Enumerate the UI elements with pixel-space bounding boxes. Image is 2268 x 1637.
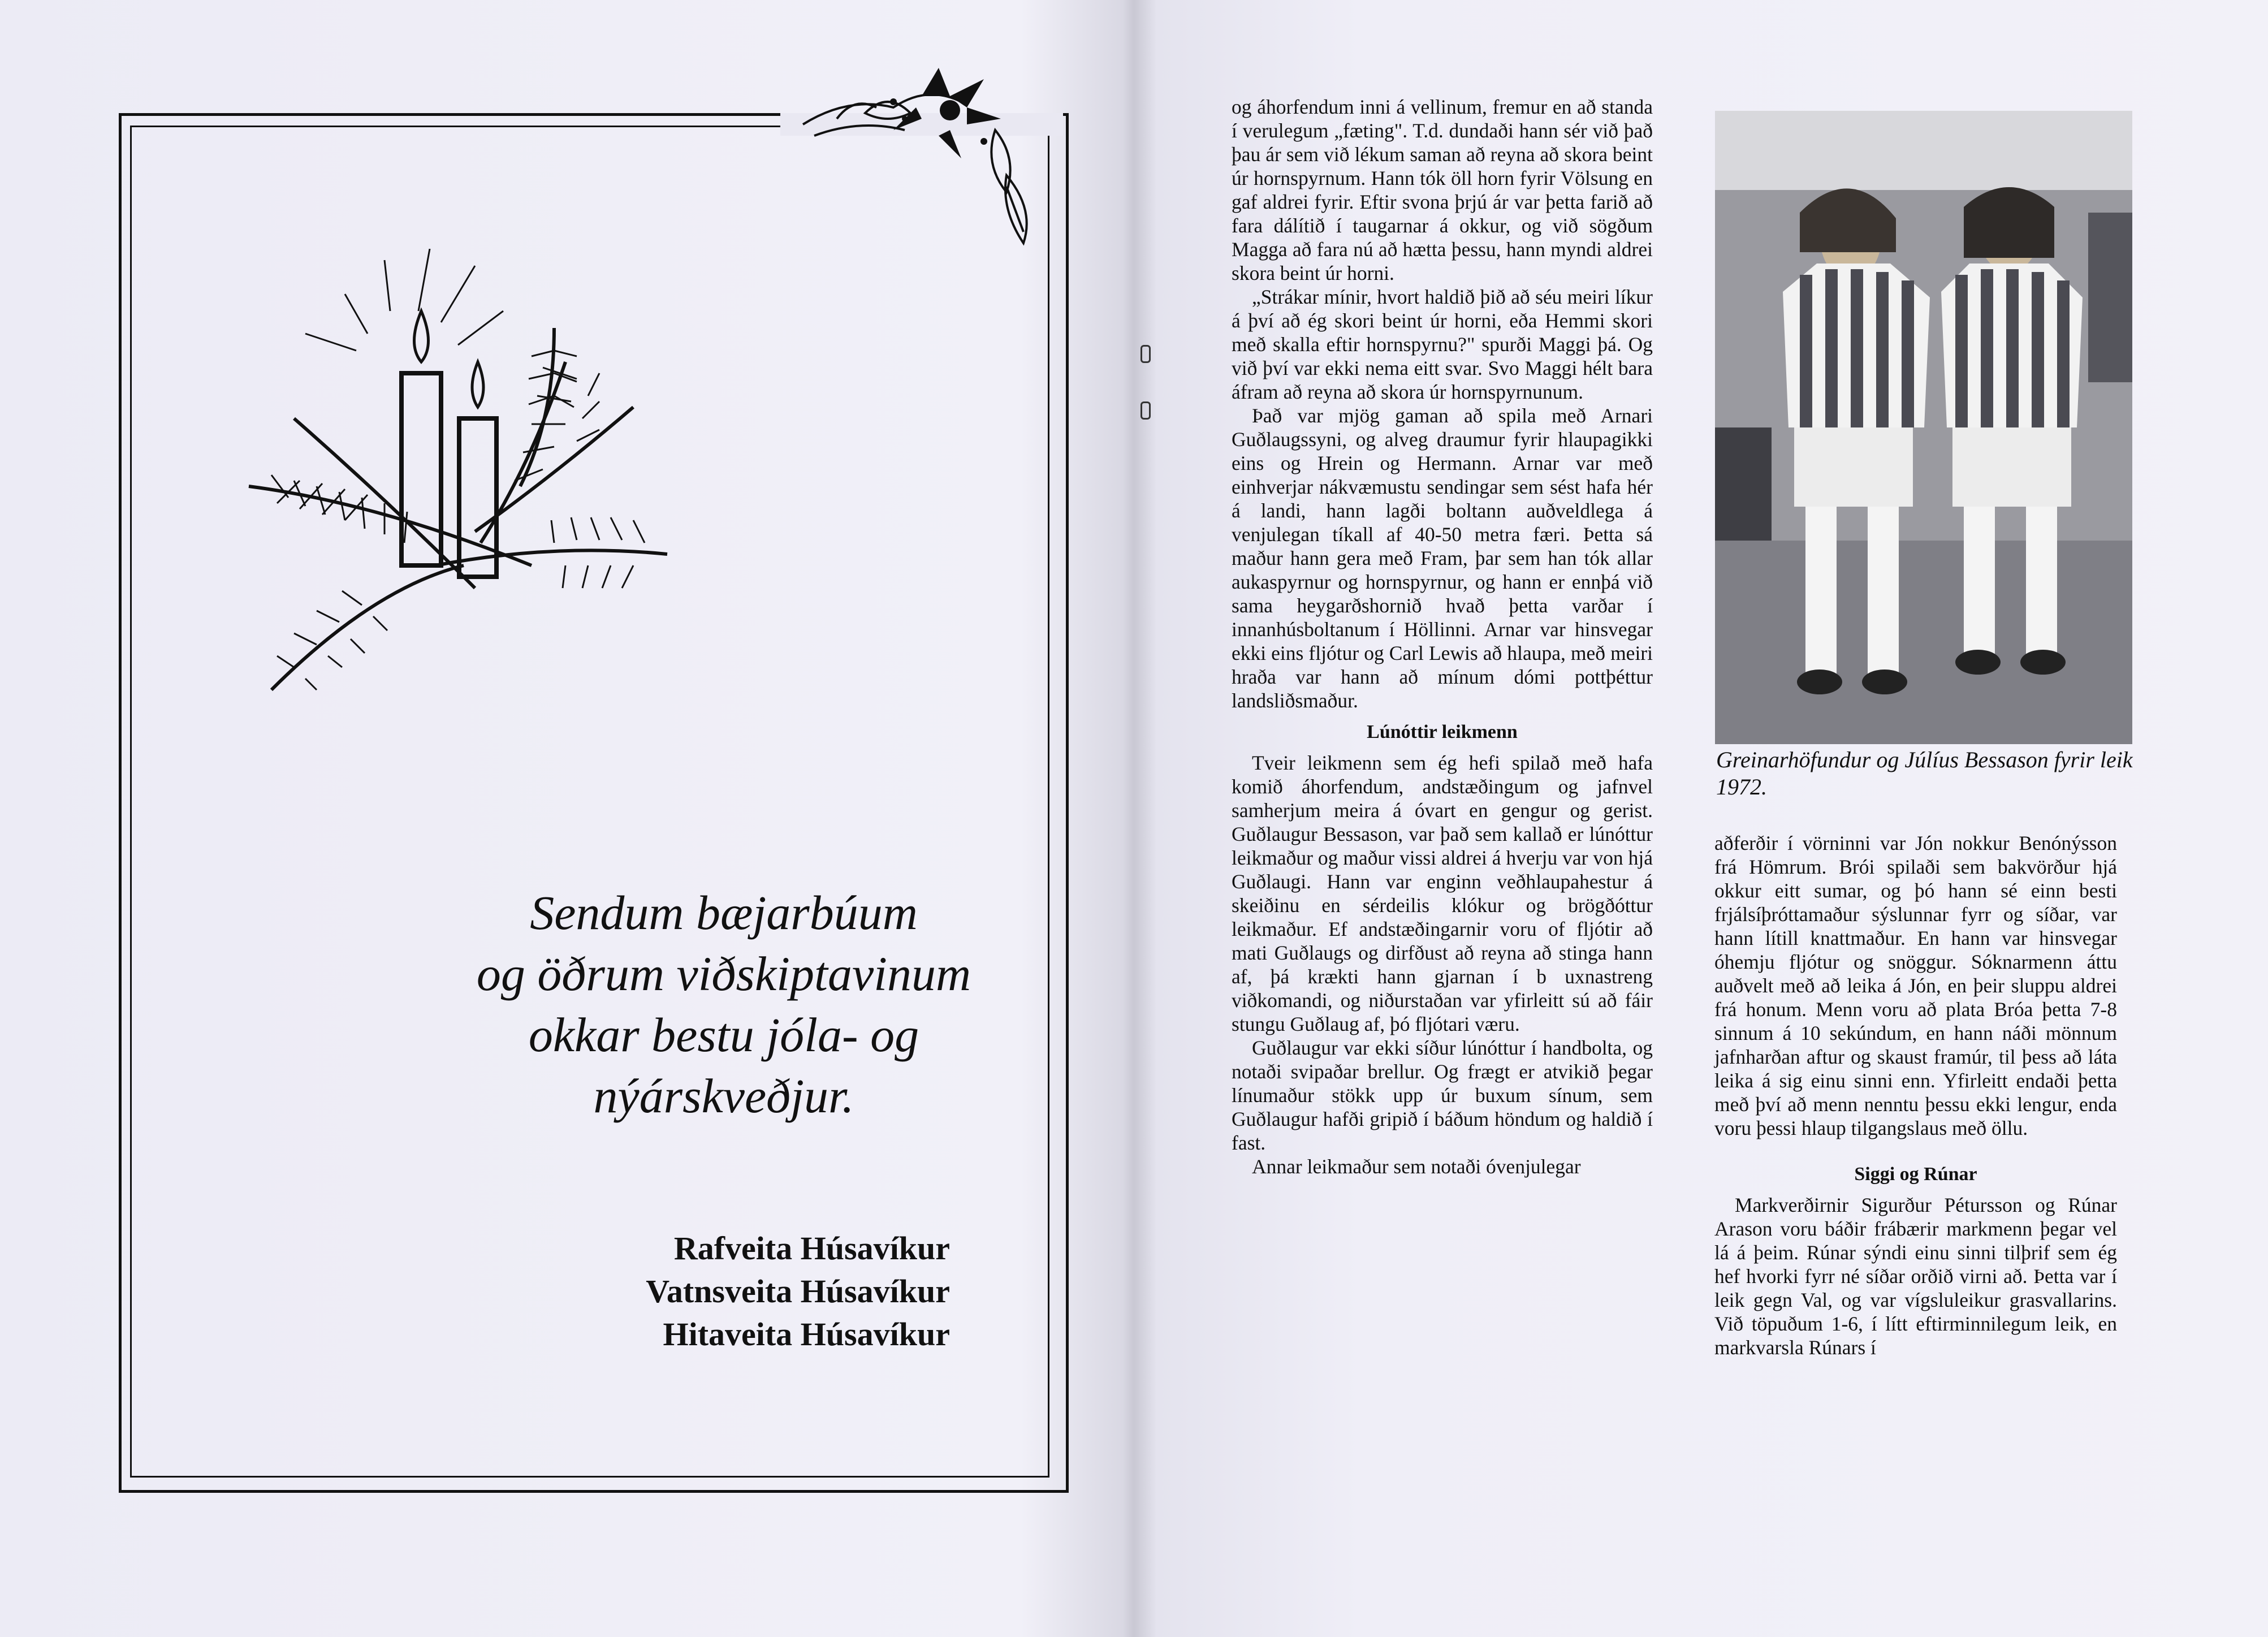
staple xyxy=(1141,401,1151,420)
article-paragraph: Annar leikmaður sem notaði óvenjulegar xyxy=(1252,1155,1581,1178)
poinsettia-corner-icon xyxy=(780,62,1063,249)
greeting-line: Sendum bæjarbúum xyxy=(530,886,918,940)
article-paragraph: Tveir leikmenn sem ég hefi spilað með hafa komið áhorfendum, andstæðingum og jafnvel samherjum meira á óvart en gengur og gerist. Guðlaugur Bessason, var það sem kallað er lúnóttur leikmaður og maður vissi aldrei á hverju var von hjá Guðlaugi. Hann var enginn veðhlaupahestur á skeiðinu en sérdeilis klókur og brögðóttur leikmaður. Ef andstæðingarnir voru of fljótir að mati Guðlaugs og dirfðust að reyna að stinga hann af, þá krækti hann gjarnan í b uxnastreng viðkomandi, og niðurstaðan var yfirleitt sú að fáir stungu Guðlaug af, þó fljótari væru. xyxy=(1232,751,1653,1035)
advertiser-name: Hitaveita Húsavíkur xyxy=(663,1316,950,1353)
advertiser-names xyxy=(509,1227,950,1356)
article-column-1 xyxy=(1232,95,1653,1178)
advent-candles-icon xyxy=(237,249,701,701)
greeting-line: okkar bestu jóla- og xyxy=(528,1008,919,1062)
section-heading: Lúnóttir leikmenn xyxy=(1367,722,1518,742)
players-photo xyxy=(1715,111,2132,744)
article-column-2 xyxy=(1714,831,2117,1359)
advertiser-name: Vatnsveita Húsavíkur xyxy=(646,1273,950,1310)
greeting-line: nýárskveðjur. xyxy=(593,1069,854,1123)
advertiser-name: Rafveita Húsavíkur xyxy=(673,1230,950,1267)
section-heading: Siggi og Rúnar xyxy=(1854,1164,1977,1185)
article-paragraph: Guðlaugur var ekki síður lúnóttur í handbolta, og notaði svipaðar brellur. Og frægt er atvikið þegar línumaður stökk upp úr buxum sínum, sem Guðlaugur hafði gripið í báðum höndum og haldið í fast. xyxy=(1232,1036,1653,1154)
article-paragraph: „Strákar mínir, hvort haldið þið að séu meiri líkur á því að ég skori beint úr horni, eða Hemmi skori með skalla eftir hornspyrnu?" spurði Maggi þá. Og við því var ekki nema eitt svar. Svo Maggi hélt bara áfram að reyna að skora úr hornspyrnunum. xyxy=(1232,286,1653,403)
article-paragraph: og áhorfendum inni á vellinum, fremur en að standa í verulegum „fæting". T.d. dundaði hann sér við það þau ár sem við lékum saman að reyna að skora beint úr hornspyrnum. Hann tók öll horn fyrir Völsung en gaf aldrei fyrir. Eftir svona þrjú ár var þetta farið að fara dálítið í taugarnar á okkur, og við sögðum Magga að fara nú að hætta þessu, hann myndi aldrei skora beint úr horni. xyxy=(1232,96,1653,284)
left-page xyxy=(0,0,1125,1637)
photo-caption: Greinarhöfundur og Júlíus Bessason fyrir leik 1972. xyxy=(1716,747,2133,800)
article-paragraph: Markverðirnir Sigurður Pétursson og Rúnar Arason voru báðir frábærir markmenn þegar vel lá á þeim. Rúnar sýndi einu sinni tilþrif sem ég hef hvorki fyrr né síðar orðið virni að. Þetta var í leik gegn Val, og var vígsluleikur grasvallarins. Við töpuðum 1-6, í lítt eftirminnilegum leik, en markvarsla Rúnars í xyxy=(1714,1194,2117,1359)
article-paragraph: Það var mjög gaman að spila með Arnari Guðlaugssyni, og alveg draumur fyrir hlaupagikki eins og Hrein og Hermann. Arnar var með einhverjar nákvæmustu sendingar sem sést hafa hér á landi, hann lagði boltann auðveldlega á venjulegan tíkall af 40-50 metra færi. Þetta sá maður hann gera með Fram, þar sem han tók allar aukaspyrnur og hornspyrnur, og hann er ennþá við sama heygarðshornið hvað þetta varðar í innanhúsboltanum í Höllinni. Arnar var hinsvegar ekki eins fljótur og Carl Lewis að hlaupa, með meiri hraða var hann að mínum dómi pottþéttur landsliðsmaður. xyxy=(1232,404,1653,712)
greeting-text xyxy=(441,882,1006,1126)
staple xyxy=(1141,345,1151,363)
article-paragraph: aðferðir í vörninni var Jón nokkur Benónýsson frá Hömrum. Brói spilaði sem bakvörður hjá okkur eitt sumar, og þó hann sé einn besti frjálsíþróttamaður sýslunnar fyrr og síðar, var hann lítill knattmaður. En hann var hinsvegar óhemju fljótur og snöggur. Sóknarmenn áttu auðvelt með að leika á Jón, en þeir sluppu aldrei frá honum. Menn voru að plata Bróa þetta 7-8 sinnum á 10 sekúndum, en hann náði mönnum jafnharðan aftur og skaust framúr, til þess að láta leika á sig einu sinni enn. Yfirleitt endaði þetta með því að menn nenntu þessu ekki lengur, enda voru þessi hlaup tilgangslaus með öllu. xyxy=(1714,832,2117,1139)
two-footballers-image xyxy=(1715,111,2132,744)
greeting-line: og öðrum viðskiptavinum xyxy=(476,947,971,1001)
